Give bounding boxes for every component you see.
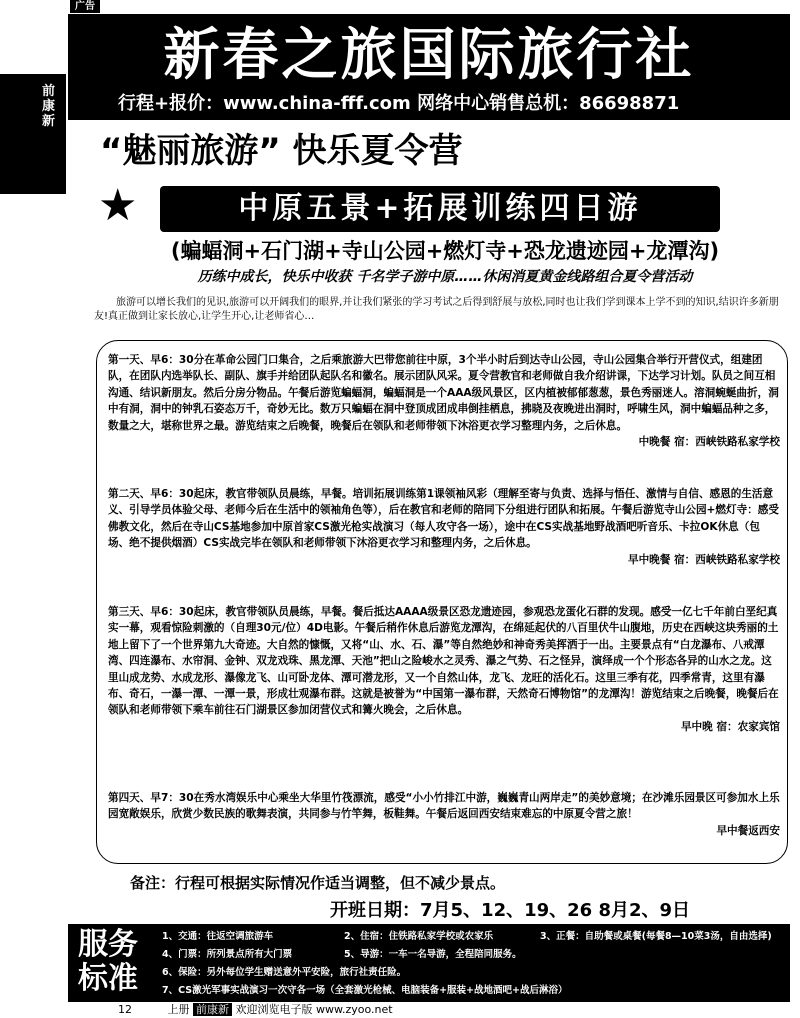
day-label: 第二天、 <box>108 488 151 500</box>
start-dates: 开班日期：7月5、12、19、26 8月2、9日 <box>330 900 691 921</box>
star-icon: ★ <box>98 180 138 231</box>
day-text: 早7：30在秀水湾娱乐中心乘坐大华里竹筏漂流，感受“小小竹排江中游，巍巍青山两岸走”的美妙意境；在沙滩乐园景区可参加水上乐园宽敞娱乐，欣赏少数民族的歌舞表演，共同参与竹竿舞，板鞋舞。午餐后返回西安结束难忘的中原夏令营之旅！ <box>108 792 780 821</box>
service-item: 3、正餐：自助餐或桌餐(每餐8—10菜3汤，自由选择) <box>540 931 772 942</box>
day-text: 早6：30起床，教官带领队员晨练，早餐。餐后抵达AAAA级景区恐龙遗迹园，参观恐龙蛋化石群的发现。感受一亿七千年前白垩纪真实一幕，观看惊险刺激的（自理30元/位）4D电影。午餐后稍作休息后游览龙潭沟，在绵延起伏的八百里伏牛山腹地，历史在西峡这块秀丽的土地上留下了一个世界第九大奇迹。大自然的慷慨，又将“山、水、石、瀑”等自然绝妙和神奇秀美挥洒于一出。主要景点有“白龙瀑布、八戒潭湾、四连瀑布、水帘洞、金钟、双龙戏珠、黑龙潭、天池”把山之险峻水之灵秀、瀑之气势、石之怪异，演绎成一个个形态各异的山水之龙。这里山成龙势、水成龙形、瀑像龙飞、山可卧龙体、潭可潜龙形，又一个自然山体，龙飞、龙旺的活化石。这里三季有花，四季常青，这里有瀑布、奇石，一瀑一潭、一潭一景，形成壮观瀑布群。这就是被誉为“中国第一瀑布群，天然奇石博物馆”的龙潭沟！游览结束之后晚餐，晚餐后在领队和老师带领下乘车前往石门湖景区参加闭营仪式和篝火晚会，之后休息。 <box>108 606 779 717</box>
day-meals: 早中晚 宿：农家宾馆 <box>680 720 780 733</box>
company-name: 新春之旅国际旅行社 <box>163 23 695 88</box>
route-title: 中原五景+拓展训练四日游 <box>238 191 642 226</box>
footer-url: 欢迎浏览电子版 www.zyoo.net <box>235 1003 393 1016</box>
service-item: 2、住宿：住铁路私家学校或农家乐 <box>344 931 494 942</box>
note: 备注：行程可根据实际情况作适当调整，但不减少景点。 <box>130 874 506 892</box>
service-item: 6、保险：另外每位学生赠送意外平安险，旅行社责任险。 <box>162 967 407 978</box>
service-item: 5、导游：一车一名导游，全程陪同服务。 <box>344 949 522 960</box>
side-tab <box>0 74 66 194</box>
day-3 <box>108 604 780 735</box>
day-2 <box>108 486 780 568</box>
day-label: 第三天、 <box>108 606 151 618</box>
service-title: 服务标准 <box>78 927 138 996</box>
footer-text: 上册 <box>167 1003 190 1016</box>
day-meals: 早中晚餐 宿：西峡铁路私家学校 <box>628 553 780 566</box>
day-text: 早6：30起床，教官带领队员晨练，早餐。培训拓展训练第1课领袖风彩（理解至寄与负责、选择与悟任、激情与自信、感恩的生活意义、引导学员体验父母、老师今后在生活中的领袖角色等），后在教官和老师的陪同下分组进行团队和拓展。午餐后游览寺山公园+燃灯寺：感受佛教文化，然后在寺山CS基地参加中原首家CS激光枪实战演习（每人攻守各一场），途中在CS实战基地野战酒吧听音乐、卡拉OK休息（包场、绝不提供烟酒）CS实战完毕在领队和老师带领下沐浴更衣学习和整理内务，之后休息。 <box>108 488 779 550</box>
ad-label: 广告 <box>70 0 100 13</box>
contact-line: 行程+报价：www.china-fff.com 网络中心销售总机：86698871 <box>118 93 680 114</box>
intro-paragraph: 旅游可以增长我们的见识,旅游可以开阔我们的眼界,并让我们紧张的学习考试之后得到舒展与放松,同时也让我们学到课本上学不到的知识,结识许多新朋友!真正做到让家长放心,让学生开心,让老师省心… <box>94 297 779 322</box>
service-item: 1、交通：往返空调旅游车 <box>162 931 274 942</box>
day-label: 第四天、 <box>108 792 151 804</box>
day-1 <box>108 352 780 450</box>
day-4 <box>108 790 780 839</box>
footer-badge: 前康新 <box>193 1003 232 1016</box>
page-number: 12 <box>118 1003 132 1016</box>
slogan: 历练中成长，快乐中收获 千名学子游中原……休闲消夏黄金线路组合夏令营活动 <box>197 269 693 285</box>
service-item: 4、门票：所列景点所有大门票 <box>162 949 293 960</box>
route-list: (蝙蝠洞+石门湖+寺山公园+燃灯寺+恐龙遗迹园+龙潭沟) <box>170 239 720 263</box>
day-label: 第一天、 <box>108 354 151 366</box>
headline: “魅丽旅游” 快乐夏令营 <box>100 131 463 171</box>
side-tab-label: 前康新 <box>42 84 56 129</box>
day-meals: 中晚餐 宿：西峡铁路私家学校 <box>638 436 780 449</box>
day-text: 早6：30分在革命公园门口集合，之后乘旅游大巴带您前往中原，3个半小时后到达寺山公园，寺山公园集合举行开营仪式，组建团队，在团队内选举队长、副队、旗手并给团队起队名和徽名。展示团队风采。夏令营教官和老师做自我介绍讲课，下达学习计划。队员之间互相沟通、结识新朋友。然后分房分物品。午餐后游览蝙蝠洞，蝙蝠洞是一个AAA级风景区，区内植被郁郁葱葱，景色秀丽迷人。溶洞蜿蜒曲折，洞中有洞，洞中的钟乳石姿态万千，奇妙无比。数万只蝙蝠在洞中登顶成团成串倒挂栖息，拂晓及夜晚进出洞时，呼啸生风，洞中蝙蝠品种之多，数量之大，堪称世界之最。游览结束之后晚餐，晚餐后在领队和老师带领下沐浴更衣学习整理内务，之后休息。 <box>108 354 779 432</box>
service-item: 7、CS激光军事实战演习一次守各一场（全套激光枪械、电脑装备+服装+战地酒吧+战后淋浴） <box>162 985 568 996</box>
day-meals: 早中餐返西安 <box>716 824 780 837</box>
footer <box>118 1002 798 1018</box>
